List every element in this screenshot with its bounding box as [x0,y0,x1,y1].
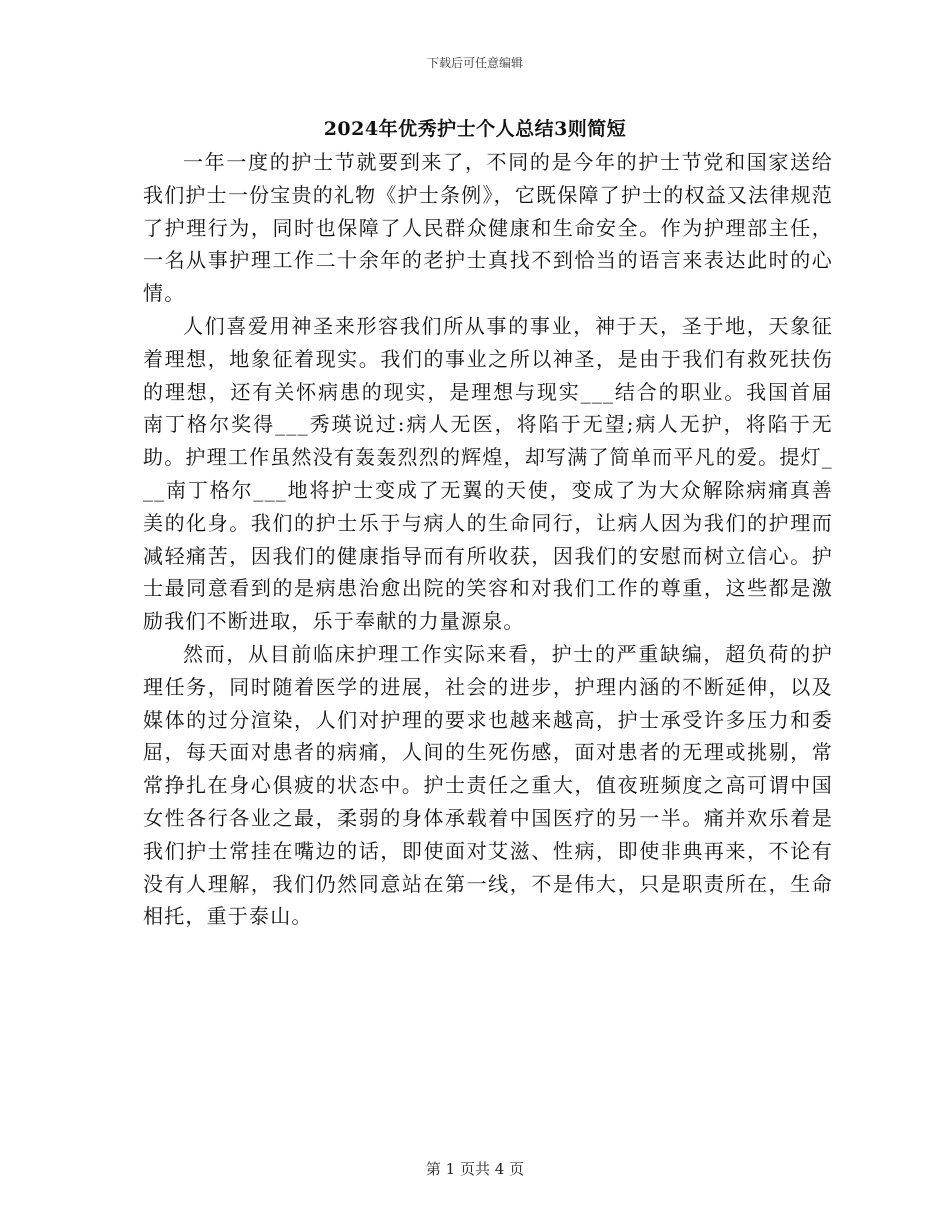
paragraph-3: 然而，从目前临床护理工作实际来看，护士的严重缺编，超负荷的护理任务，同时随着医学的进展，社会的进步，护理内涵的不断延伸，以及媒体的过分渲染，人们对护理的要求也越来越高，护士承受许多压力和委屈，每天面对患者的病痛，人间的生死伤感，面对患者的无理或挑剔，常常挣扎在身心俱疲的状态中。护士责任之重大，值夜班频度之高可谓中国女性各行各业之最，柔弱的身体承载着中国医疗的另一半。痛并欢乐着是我们护士常挂在嘴边的话，即使面对艾滋、性病，即使非典再来，不论有没有人理解，我们仍然同意站在第一线，不是伟大，只是职责所在，生命相托，重于泰山。 [143,641,833,929]
paragraph-1: 一年一度的护士节就要到来了，不同的是今年的护士节党和国家送给我们护士一份宝贵的礼物《护士条例》，它既保障了护士的权益又法律规范了护理行为，同时也保障了人民群众健康和生命安全。作为护理部主任，一名从事护理工作二十余年的老护士真找不到恰当的语言来表达此时的心情。 [143,150,833,306]
document-body [143,146,833,933]
header-note: 下载后可任意编辑 [426,56,523,70]
document-title: 2024年优秀护士个人总结3则简短 [323,118,627,140]
paragraph-2: 人们喜爱用神圣来形容我们所从事的事业，神于天，圣于地，天象征着理想，地象征着现实。我们的事业之所以神圣，是由于我们有救死扶伤的理想，还有关怀病患的现实，是理想与现实___结合的职业。我国首届南丁格尔奖得___秀瑛说过:病人无医，将陷于无望;病人无护，将陷于无助。护理工作虽然没有轰轰烈烈的辉煌，却写满了简单而平凡的爱。提灯___南丁格尔___地将护士变成了无翼的天使，变成了为大众解除病痛真善美的化身。我们的护士乐于与病人的生命同行，让病人因为我们的护理而减轻痛苦，因我们的健康指导而有所收获，因我们的安慰而树立信心。护士最同意看到的是病患治愈出院的笑容和对我们工作的尊重，这些都是激励我们不断进取，乐于奉献的力量源泉。 [143,313,833,634]
page-indicator: 第 1 页共 4 页 [425,1160,525,1178]
